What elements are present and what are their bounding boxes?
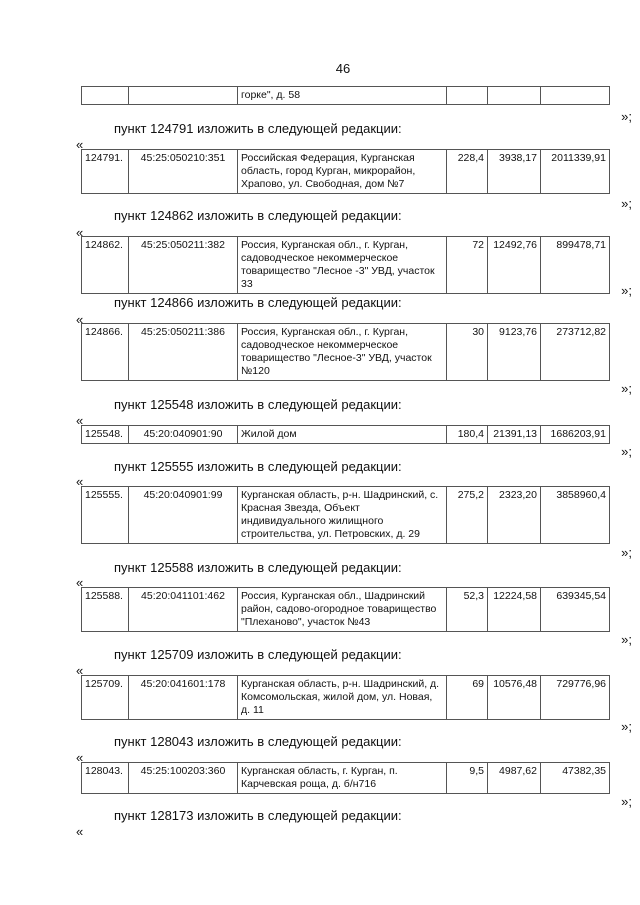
opening-quote: « <box>76 824 84 839</box>
area-value: 72 <box>447 237 488 294</box>
opening-quote: « <box>76 225 84 240</box>
amendment-instruction: пункт 128173 изложить в следующей редакции: <box>114 808 402 823</box>
price-value: 21391,13 <box>488 426 541 444</box>
price-value: 4987,62 <box>488 763 541 794</box>
table-row <box>81 425 610 444</box>
price-value: 10576,48 <box>488 676 541 720</box>
closing-quote: »; <box>621 381 632 396</box>
cadastral-number: 45:25:050210:351 <box>129 150 238 194</box>
price-value: 12492,76 <box>488 237 541 294</box>
cadastral-number <box>129 87 238 105</box>
cadastral-number: 45:25:100203:360 <box>129 763 238 794</box>
area-value: 180,4 <box>447 426 488 444</box>
closing-quote: »; <box>621 632 632 647</box>
amendment-instruction: пункт 124791 изложить в следующей редакции: <box>114 121 402 136</box>
closing-quote: »; <box>621 109 632 124</box>
cadastral-value: 2011339,91 <box>541 150 610 194</box>
table-row <box>81 323 610 381</box>
closing-quote: »; <box>621 545 632 560</box>
object-address: Россия, Курганская обл., г. Курган, садоводческое некоммерческое товарищество "Лесное-3" УВД, участок №120 <box>238 324 447 381</box>
cadastral-value: 47382,35 <box>541 763 610 794</box>
amendment-instruction: пункт 125709 изложить в следующей редакции: <box>114 647 402 662</box>
cadastral-value <box>541 87 610 105</box>
price-value: 2323,20 <box>488 487 541 544</box>
object-address: Курганская область, р-н. Шадринский, д. Комсомольская, жилой дом, ул. Новая, д. 11 <box>238 676 447 720</box>
row-number <box>82 87 129 105</box>
cadastral-number: 45:25:050211:386 <box>129 324 238 381</box>
table-row <box>81 486 610 544</box>
table-row <box>81 236 610 294</box>
area-value: 228,4 <box>447 150 488 194</box>
cadastral-number: 45:20:040901:99 <box>129 487 238 544</box>
amendment-instruction: пункт 128043 изложить в следующей редакции: <box>114 734 402 749</box>
cadastral-value: 3858960,4 <box>541 487 610 544</box>
price-value: 12224,58 <box>488 588 541 632</box>
cadastral-value: 639345,54 <box>541 588 610 632</box>
opening-quote: « <box>76 575 84 590</box>
row-number: 124866. <box>82 324 129 381</box>
object-address: горке", д. 58 <box>238 87 447 105</box>
row-number: 128043. <box>82 763 129 794</box>
cadastral-value: 273712,82 <box>541 324 610 381</box>
area-value: 69 <box>447 676 488 720</box>
amendment-instruction: пункт 124866 изложить в следующей редакции: <box>114 295 402 310</box>
closing-quote: »; <box>621 283 632 298</box>
row-number: 124862. <box>82 237 129 294</box>
opening-quote: « <box>76 312 84 327</box>
table-row <box>81 149 610 194</box>
table-row <box>81 675 610 720</box>
object-address: Российская Федерация, Курганская область, город Курган, микрорайон, Храпово, ул. Свободная, дом №7 <box>238 150 447 194</box>
object-address: Жилой дом <box>238 426 447 444</box>
cadastral-number: 45:20:040901:90 <box>129 426 238 444</box>
cadastral-value: 729776,96 <box>541 676 610 720</box>
object-address: Россия, Курганская обл., Шадринский район, садово-огородное товарищество "Плеханово", участок №43 <box>238 588 447 632</box>
area-value <box>447 87 488 105</box>
row-number: 125548. <box>82 426 129 444</box>
amendment-instruction: пункт 124862 изложить в следующей редакции: <box>114 208 402 223</box>
opening-quote: « <box>76 413 84 428</box>
area-value: 9,5 <box>447 763 488 794</box>
opening-quote: « <box>76 137 84 152</box>
row-number: 124791. <box>82 150 129 194</box>
area-value: 52,3 <box>447 588 488 632</box>
opening-quote: « <box>76 474 84 489</box>
area-value: 275,2 <box>447 487 488 544</box>
table-row <box>81 587 610 632</box>
cadastral-value: 899478,71 <box>541 237 610 294</box>
row-number: 125709. <box>82 676 129 720</box>
object-address: Россия, Курганская обл., г. Курган, садоводческое некоммерческое товарищество "Лесное -3" УВД, участок 33 <box>238 237 447 294</box>
page-number: 46 <box>335 61 351 76</box>
closing-quote: »; <box>621 719 632 734</box>
closing-quote: »; <box>621 794 632 809</box>
area-value: 30 <box>447 324 488 381</box>
cadastral-value: 1686203,91 <box>541 426 610 444</box>
amendment-instruction: пункт 125555 изложить в следующей редакции: <box>114 459 402 474</box>
table-row <box>81 762 610 794</box>
object-address: Курганская область, г. Курган, п. Карчевская роща, д. б/н716 <box>238 763 447 794</box>
opening-quote: « <box>76 663 84 678</box>
cadastral-number: 45:25:050211:382 <box>129 237 238 294</box>
price-value: 9123,76 <box>488 324 541 381</box>
price-value: 3938,17 <box>488 150 541 194</box>
cadastral-number: 45:20:041101:462 <box>129 588 238 632</box>
row-number: 125555. <box>82 487 129 544</box>
closing-quote: »; <box>621 196 632 211</box>
opening-quote: « <box>76 750 84 765</box>
cadastral-number: 45:20:041601:178 <box>129 676 238 720</box>
closing-quote: »; <box>621 444 632 459</box>
table-row <box>81 86 610 105</box>
amendment-instruction: пункт 125548 изложить в следующей редакции: <box>114 397 402 412</box>
object-address: Курганская область, р-н. Шадринский, с. Красная Звезда, Объект индивидуального жилищного строительства, ул. Петровских, д. 29 <box>238 487 447 544</box>
price-value <box>488 87 541 105</box>
row-number: 125588. <box>82 588 129 632</box>
amendment-instruction: пункт 125588 изложить в следующей редакции: <box>114 560 402 575</box>
